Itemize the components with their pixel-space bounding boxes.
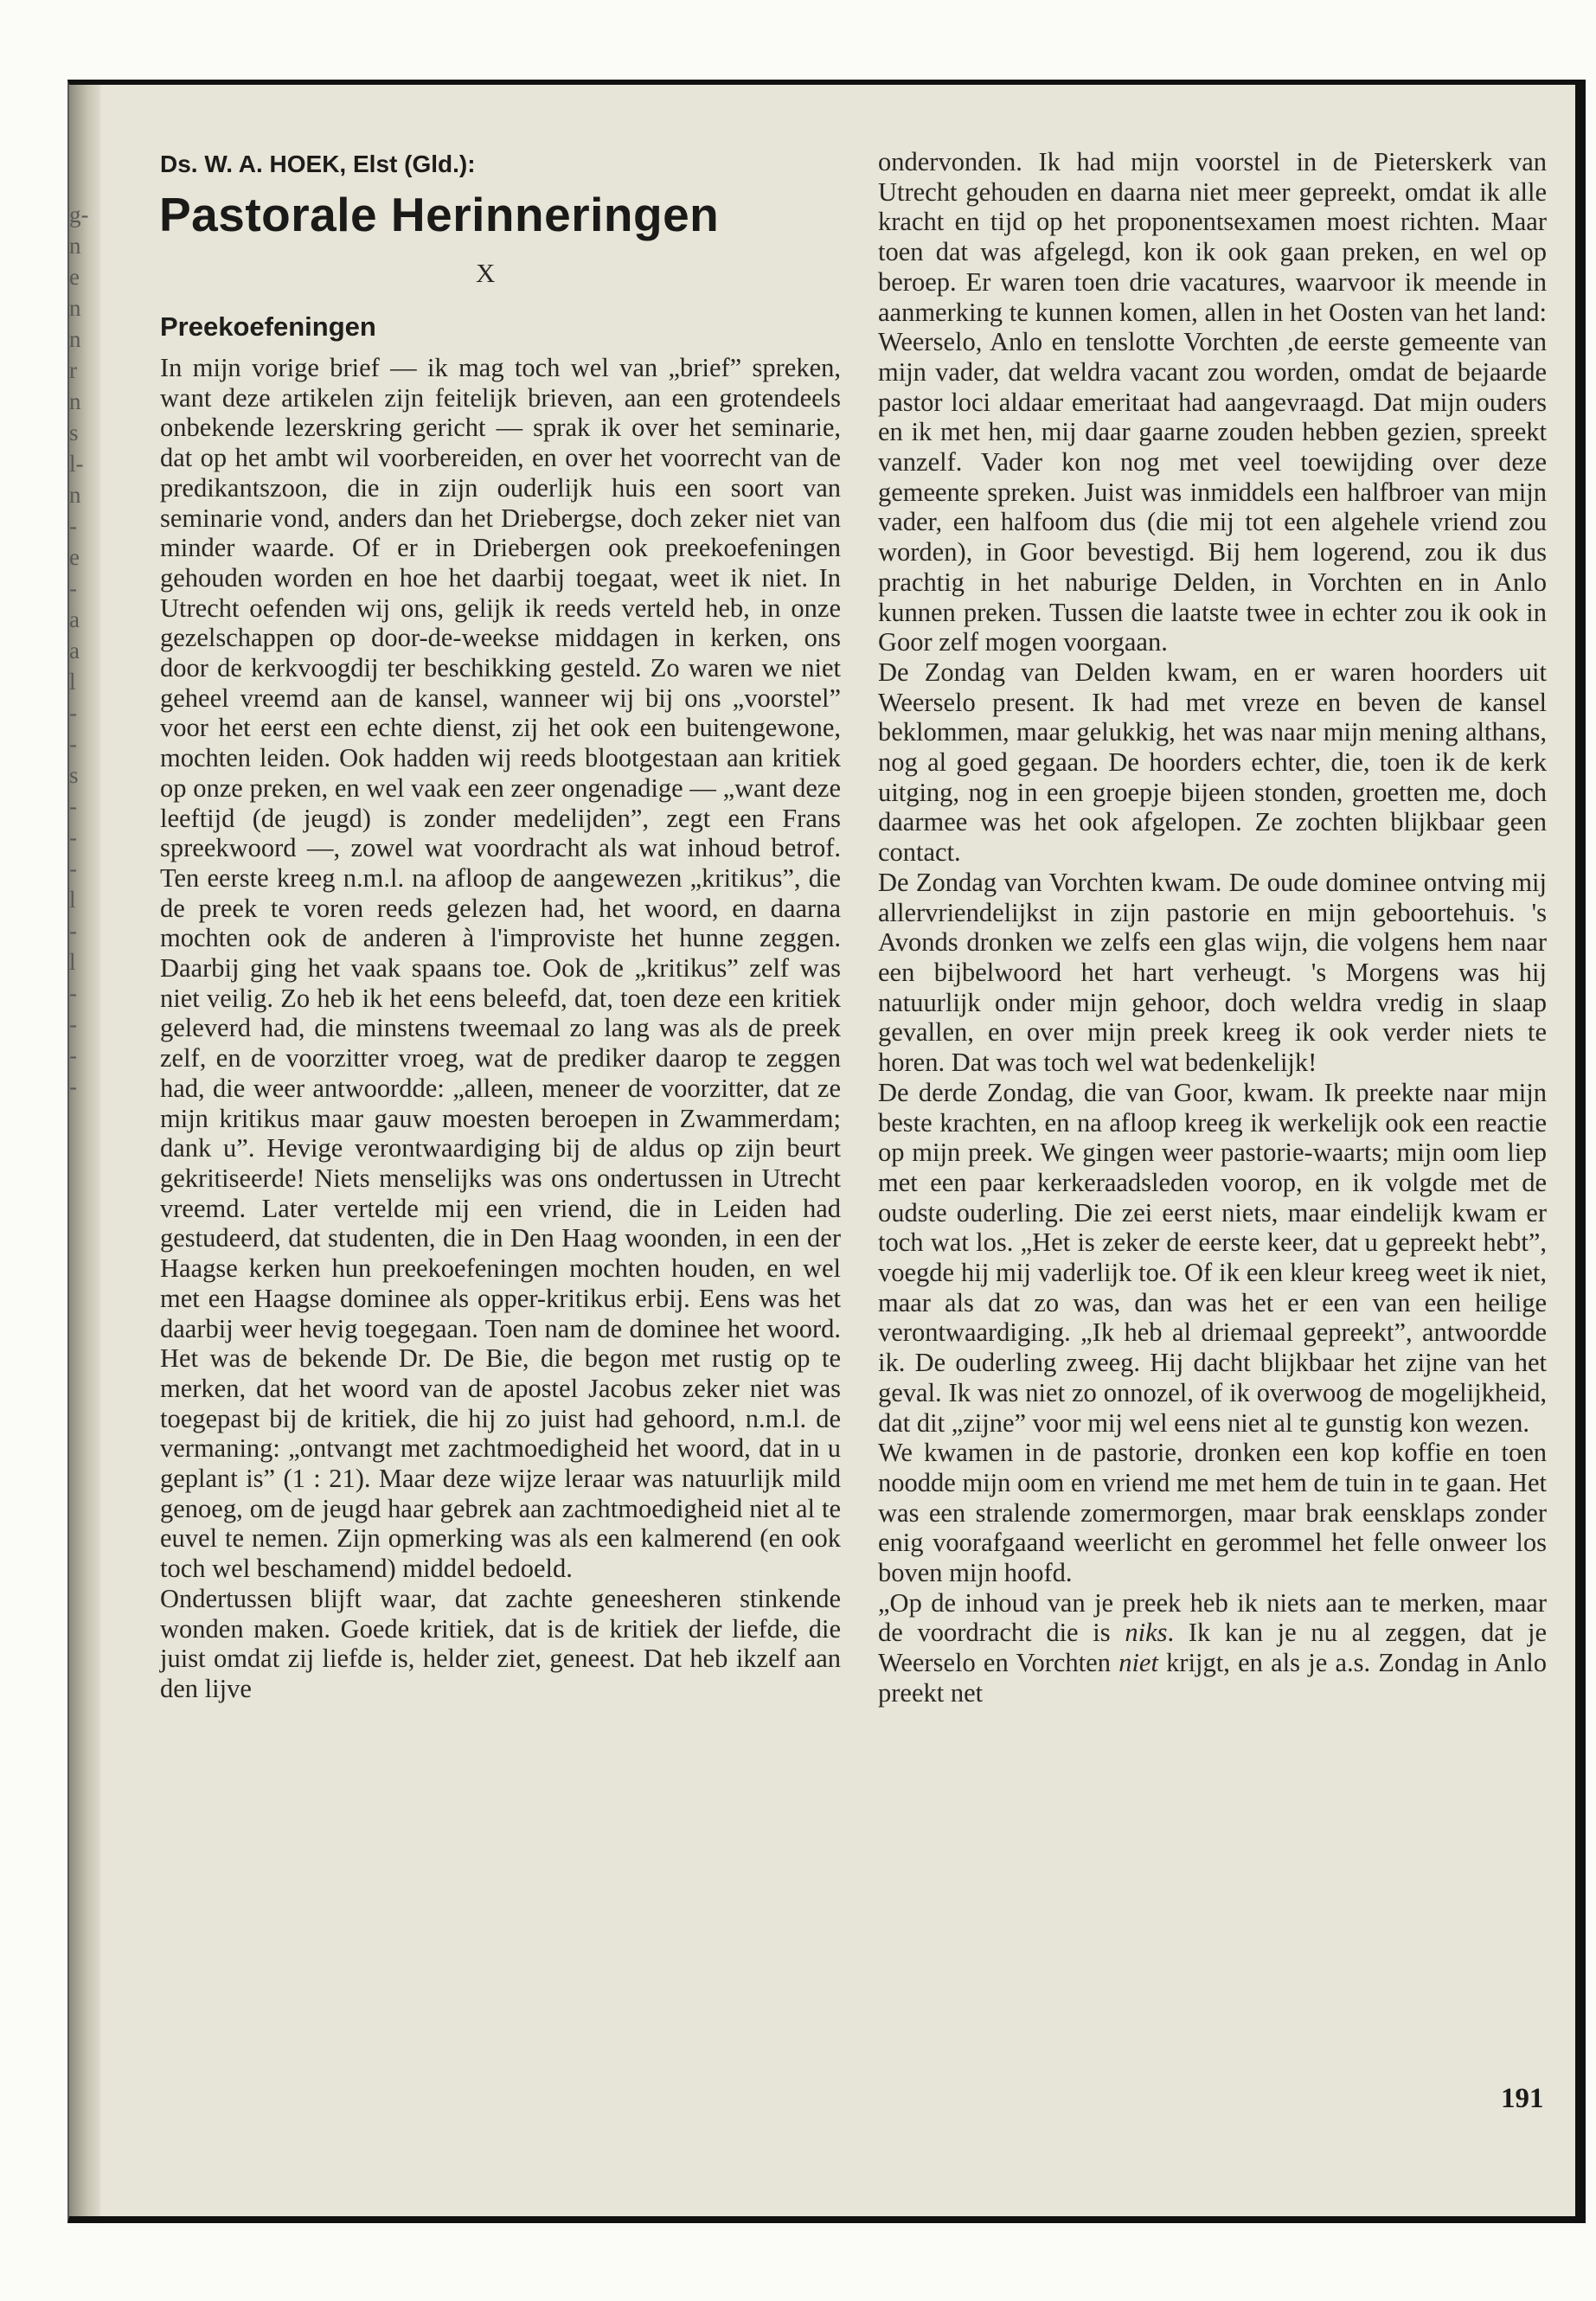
margin-fragment: - [69, 1074, 77, 1099]
margin-fragment: a [69, 638, 80, 663]
margin-fragment: l [69, 887, 76, 913]
margin-fragment: e [69, 264, 80, 290]
article-title: Pastorale Herinneringen [159, 188, 720, 241]
paragraph: In mijn vorige brief — ik mag toch wel van „brief” spreken, want deze artikelen zijn feitelijk brieven, aan een grotendeels onbekende lezerskring gericht — sprak ik over het seminarie, dat op het ambt wil voorbereiden, en over het voorrecht van de predikantszoon, die in zijn ouderlijk huis een soort van seminarie vond, anders dan het Driebergse, doch zeker niet van minder waarde. Of er in Driebergen ook preekoefeningen gehouden worden en hoe het daarbij toegaat, weet ik niet. In Utrecht oefenden wij ons, gelijk ik reeds verteld heb, in onze gezelschappen op door-de-weekse middagen in kerken, ons door de kerkvoogdij ter beschikking gesteld. Zo waren we niet geheel vreemd aan de kansel, wanneer wij bij ons „voorstel” voor het eerst een echte dienst, zij het ook een buitengewone, mochten leiden. Ook hadden wij reeds blootgestaan aan kritiek op onze preken, en wel vaak een zeer ongenadige — „want deze leeftijd (de jeugd) is zonder medelijden”, zegt een Frans spreekwoord —, zowel wat voordracht als wat inhoud betrof. Ten eerste kreeg n.m.l. na afloop de aangewezen „kritikus”, die de preek te voren reeds gelezen had, het woord, en daarna mochten ook de anderen à l'improviste het hunne zeggen. Daarbij ging het vaak spaans toe. Ook de „kritikus” zelf was niet veilig. Zo heb ik het eens beleefd, dat, toen deze een kritiek geleverd had, die minstens tweemaal zo lang was als de preek zelf, en de voorzitter vroeg, wat de prediker daarop te zeggen had, die weer antwoordde: „alleen, meneer de voorzitter, dat ze mijn kritikus maar gauw moesten beroepen in Zwammerdam; dank u”. Hevige verontwaardiging bij de aldus op zijn beurt gekritiseerde! Niets menselijks was ons ondertussen in Utrecht vreemd. Later vertelde mij een vriend, die in Leiden had gestudeerd, dat studenten, die in Den Haag woonden, in een der Haagse kerken hun preekoefeningen mochten houden, en wel met een Haagse dominee als opper-kritikus erbij. Eens was het daarbij weer hevig toegegaan. Toen nam de dominee het woord. Het was de bekende Dr. De Bie, die begon met rustig op te merken, dat het woord van de apostel Jacobus zeker niet was toegepast bij de kritiek, die hij zo juist had gehoord, n.m.l. de vermaning: „ontvangt met zachtmoedigheid het woord, dat in u geplant is” (1 : 21). Maar deze wijze leraar was natuurlijk mild genoeg, om de jeugd haar gebrek aan zachtmoedigheid niet al te euvel te nemen. Zijn opmerking was als een kalmerend (en ook toch wel beschamend) middel bedoeld. [160, 353, 841, 1584]
paragraph: De Zondag van Delden kwam, en er waren hoorders uit Weerselo present. Ik had met vreze en beven de kansel beklommen, maar gelukkig, het was naar mijn mening althans, nog al goed gegaan. De hoorders echter, die, toen ik de kerk uitging, nog in een groepje bijeen stonden, groetten me, doch daarmee was het ook afgelopen. Ze zochten blijkbaar geen contact. [878, 657, 1547, 868]
margin-fragment: - [69, 1042, 77, 1068]
margin-fragment: n [69, 388, 81, 414]
paragraph: „Op de inhoud van je preek heb ik niets aan te merken, maar de voordracht die is niks. Ik kan je nu al zeggen, dat je Weerselo en Vorchten niet krijgt, en als je a.s. Zondag in Anlo preekt net [878, 1587, 1548, 1708]
margin-fragment: r [69, 357, 77, 383]
margin-fragment: s [69, 762, 79, 788]
emphasis: niet [1118, 1648, 1158, 1678]
paragraph: De derde Zondag, die van Goor, kwam. Ik preekte naar mijn beste krachten, en na afloop kreeg ik werkelijk ook een reactie op mijn preek. We gingen weer pastorie-waarts; mijn oom liep met een paar kerkeraadsleden voorop, en ik volgde met de oudste ouderling. Die zei eerst niets, maar eindelijk kwam er toch wat los. „Het is zeker de eerste keer, dat u gepreekt hebt”, voegde hij mij vaderlijk toe. Of ik een kleur kreeg weet ik niet, maar als dat zo was, dan was het er een van een heilige verontwaardiging. „Ik heb al driemaal gepreekt”, antwoordde ik. De ouderling zweeg. Hij dacht blijkbaar het zijne van het geval. Ik was niet zo onnozel, of ik overwoog de mogelijkheid, dat dit „zijne” voor mij wel eens niet al te gunstig kon wezen. [878, 1077, 1547, 1438]
margin-fragment: - [69, 980, 77, 1006]
margin-fragment: - [69, 513, 77, 539]
author-byline: Ds. W. A. HOEK, Elst (Gld.): [160, 151, 476, 177]
margin-fragment: l [69, 669, 76, 695]
part-number: X [476, 258, 496, 288]
margin-fragment: l- [69, 451, 84, 477]
margin-fragment: n [69, 295, 81, 321]
margin-fragment: a [69, 606, 80, 632]
margin-fragment: l [69, 949, 76, 975]
scanned-page [67, 80, 1586, 2223]
margin-fragment: - [69, 700, 77, 726]
margin-fragment: n [69, 326, 81, 352]
margin-fragment: n [69, 233, 81, 259]
adjacent-page-margin-text [69, 199, 90, 1102]
margin-fragment: - [69, 824, 77, 850]
margin-fragment: - [69, 918, 77, 944]
margin-fragment: - [69, 1011, 77, 1037]
margin-fragment: - [69, 575, 77, 601]
margin-fragment: - [69, 731, 77, 757]
margin-fragment: s [69, 420, 79, 445]
paragraph: Ondertussen blijft waar, dat zachte geneesheren stinkende wonden maken. Goede kritiek, dat is de kritiek der liefde, die juist omdat zij liefde is, helder ziet, geneest. Dat heb ikzelf aan den lijve [160, 1583, 841, 1703]
margin-fragment: n [69, 482, 81, 508]
section-heading: Preekoefeningen [160, 311, 376, 342]
paragraph: De Zondag van Vorchten kwam. De oude dominee ontving mij allervriendelijkst in zijn pastorie en mijn geboortehuis. 's Avonds dronken we zelfs een glas wijn, die volgens hem naar een bijbelwoord het hart verheugt. 's Morgens was hij natuurlijk onder mijn gehoor, doch weldra vredig in slaap gevallen, en over mijn preek kreeg ik ook verder niets te horen. Dat was toch wel wat bedenkelijk! [878, 867, 1547, 1078]
margin-fragment: e [69, 544, 80, 570]
emphasis: niks [1125, 1618, 1168, 1648]
page-number: 191 [1501, 2083, 1544, 2114]
paragraph: We kwamen in de pastorie, dronken een kop koffie en toen noodde mijn oom en vriend me met hem de tuin in te gaan. Het was een stralende zomermorgen, maar brak eensklaps zonder enig voorafgaand weerlicht en gerommel het felle onweer los boven mijn hoofd. [878, 1438, 1547, 1588]
paragraph: ondervonden. Ik had mijn voorstel in de Pieterskerk van Utrecht gehouden en daarna niet meer gepreekt, omdat ik alle kracht en tijd op het proponentsexamen moest richten. Maar toen dat was afgelegd, kon ik ook gaan preken, en wel op beroep. Er waren toen drie vacatures, waarvoor ik meende in aanmerking te kunnen komen, allen in het Oosten van het land: Weerselo, Anlo en tenslotte Vorchten ,de eerste gemeente van mijn vader, dat weldra vacant zou worden, omdat de bejaarde pastor loci aldaar emeritaat had aangevraagd. Dat mijn ouders en ik met hen, mij daar gaarne zouden hebben gezien, spreekt vanzelf. Vader kon nog met veel toewijding over deze gemeente spreken. Juist was inmiddels een halfbroer van mijn vader, een halfoom dus (die mij tot een algehele vriend zou worden), in Goor bevestigd. Bij hem logerend, zou ik dus prachtig in het naburige Delden, in Vorchten en in Anlo kunnen preken. Tussen die laatste twee in echter zou ik ook in Goor zelf mogen voorgaan. [878, 147, 1547, 657]
margin-fragment: - [69, 793, 77, 819]
margin-fragment: - [69, 856, 77, 881]
margin-fragment: g- [69, 202, 89, 228]
